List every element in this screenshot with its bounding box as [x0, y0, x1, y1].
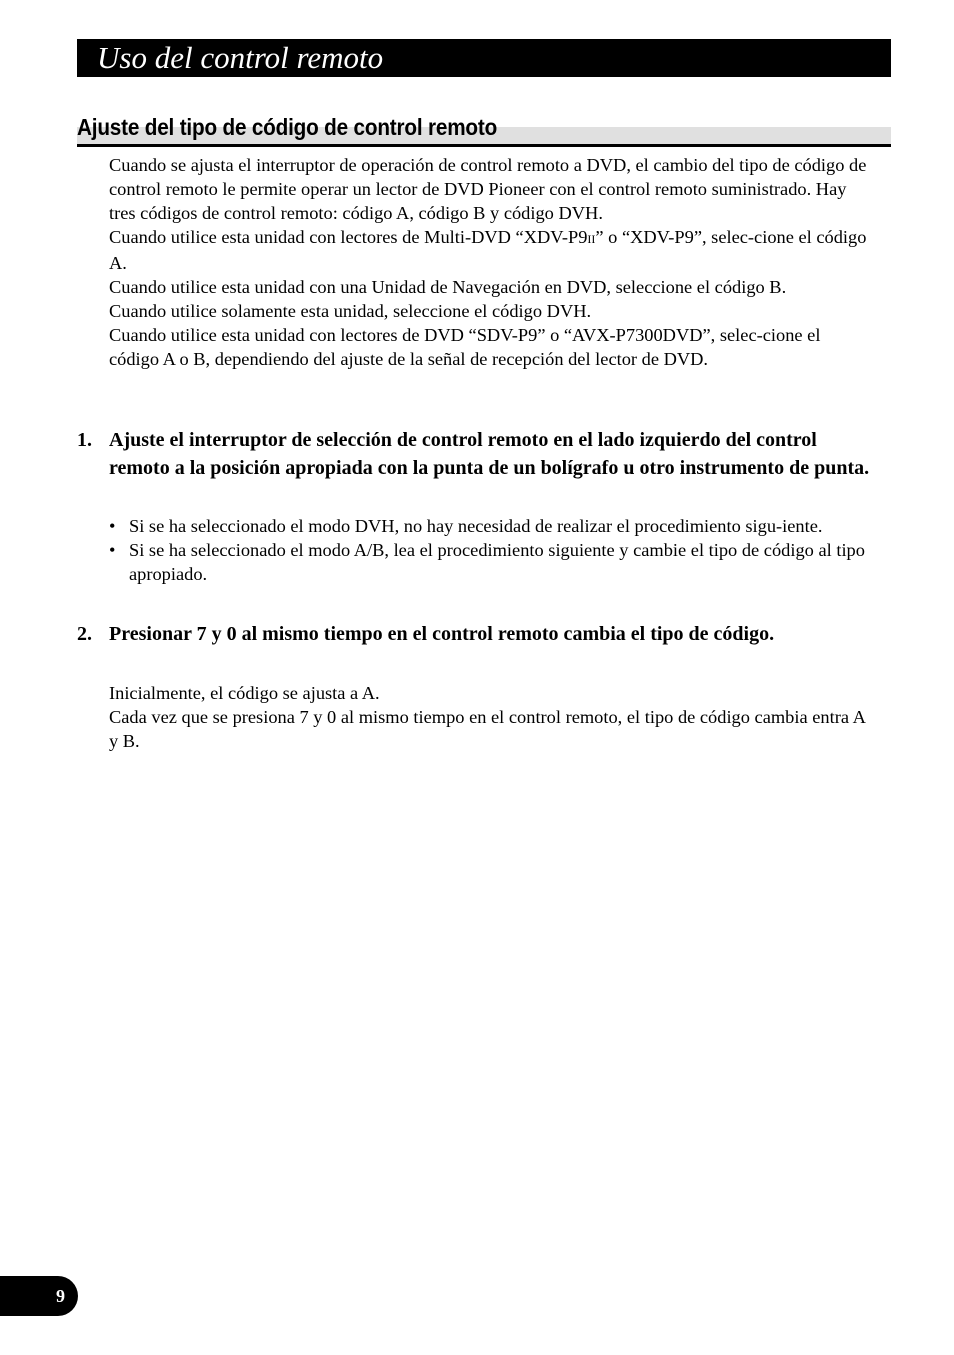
- step-instruction: Ajuste el interruptor de selección de control remoto en el lado izquierdo del control remoto a la posición apropiada con la punta de un bolígrafo u otro instrumento de punta.: [109, 429, 870, 479]
- intro-paragraph: Cuando se ajusta el interruptor de operación de control remoto a DVD, el cambio del tipo de código de control remoto le permite operar un lector de DVD Pioneer con el control remoto suministrado. Hay tres códigos de control remoto: código A, código B y código DVH.: [109, 155, 867, 223]
- step-1-bullets: [109, 514, 869, 586]
- chapter-title: Uso del control remoto: [97, 40, 384, 75]
- intro-paragraph: Cuando utilice solamente esta unidad, seleccione el código DVH.: [109, 301, 592, 321]
- intro-text-part: Cuando utilice esta unidad con lectores de Multi-DVD “XDV-P9: [109, 227, 588, 247]
- bullet-text: Si se ha seleccionado el modo DVH, no hay necesidad de realizar el procedimiento sigu-iente.: [129, 516, 823, 536]
- note-paragraph: Inicialmente, el código se ajusta a A.: [109, 683, 380, 703]
- chapter-header-bar: [77, 39, 891, 77]
- bullet-item: [109, 538, 869, 586]
- page-number: 9: [56, 1286, 65, 1306]
- step-2-notes: [109, 681, 869, 753]
- model-suffix: II: [587, 232, 596, 246]
- intro-text: [109, 153, 869, 371]
- intro-paragraph: Cuando utilice esta unidad con una Unidad de Navegación en DVD, seleccione el código B.: [109, 277, 787, 297]
- intro-paragraph: Cuando utilice esta unidad con lectores de DVD “SDV-P9” o “AVX-P7300DVD”, selec-cione el código A o B, dependiendo del ajuste de la señal de recepción del lector de DVD.: [109, 325, 821, 369]
- section-heading-rule: [77, 144, 891, 147]
- page-number-tab: [0, 1276, 78, 1316]
- intro-text-part: ” o “XDV-P9”, selec-cione el código A.: [109, 227, 867, 273]
- section-heading: Ajuste del tipo de código de control remoto: [77, 114, 498, 140]
- intro-paragraph: [109, 225, 869, 275]
- step-number: 1.: [77, 429, 92, 451]
- note-paragraph: Cada vez que se presiona 7 y 0 al mismo tiempo en el control remoto, el tipo de código cambia entra A y B.: [109, 707, 865, 751]
- step-1: [77, 427, 877, 482]
- bullet-icon: •: [109, 540, 116, 560]
- bullet-item: [109, 514, 869, 538]
- bullet-icon: •: [109, 516, 116, 536]
- bullet-text: Si se ha seleccionado el modo A/B, lea el procedimiento siguiente y cambie el tipo de código al tipo apropiado.: [129, 540, 865, 584]
- step-instruction: Presionar 7 y 0 al mismo tiempo en el control remoto cambia el tipo de código.: [109, 623, 775, 645]
- step-number: 2.: [77, 623, 92, 645]
- section-heading-block: [77, 112, 891, 147]
- step-2: [77, 621, 877, 649]
